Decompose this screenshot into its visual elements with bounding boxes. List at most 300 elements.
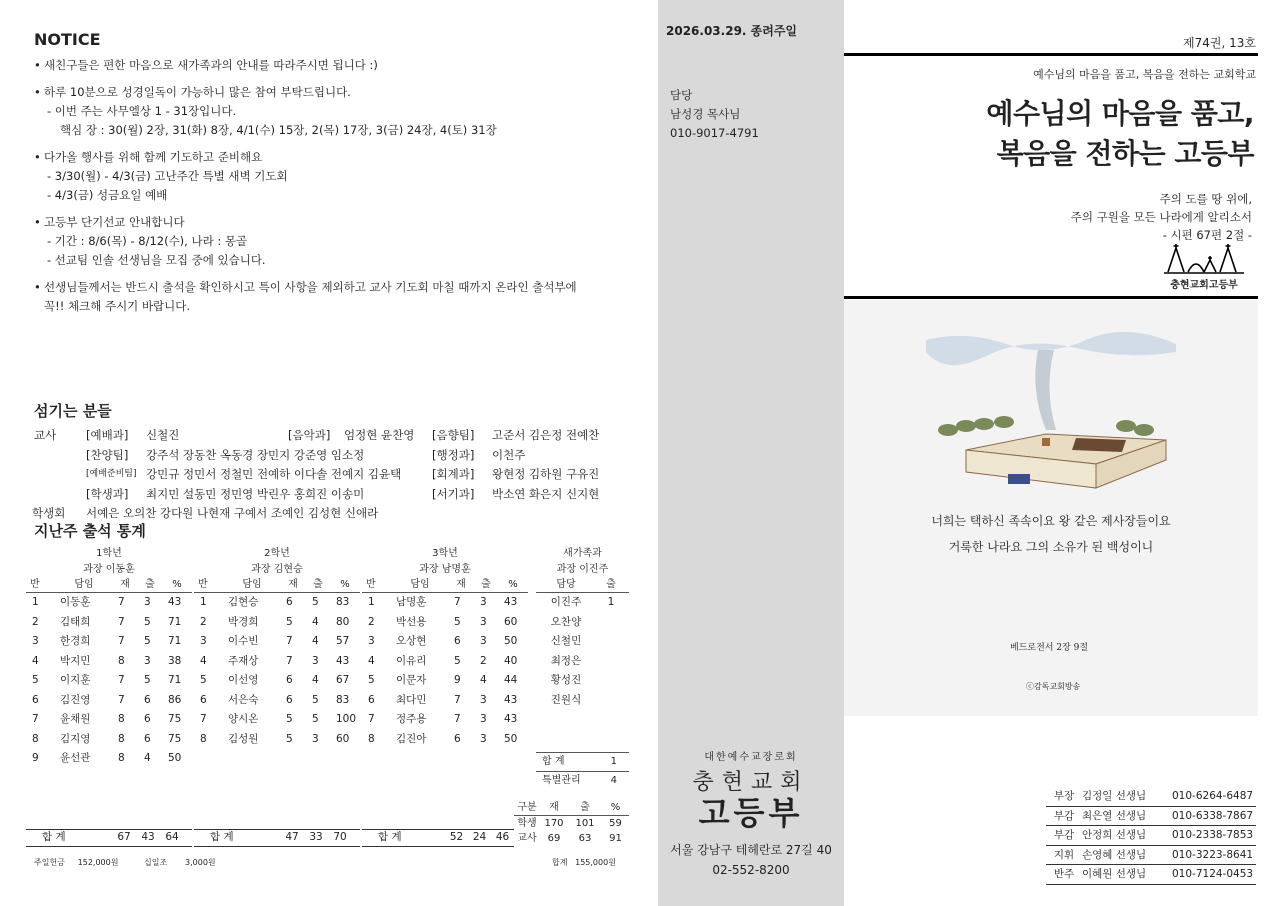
- table-cell: 67: [336, 674, 350, 686]
- staff-table: [1046, 787, 1256, 885]
- table-cell: 4: [144, 752, 151, 764]
- staff-phone: 010-7124-0453: [1172, 868, 1254, 880]
- table-cell: 50: [504, 635, 518, 647]
- church-logo-line3: 고등부: [698, 794, 804, 832]
- total-value: 43: [141, 831, 155, 843]
- table-cell: 8: [32, 732, 39, 745]
- table-cell: 6: [454, 635, 461, 647]
- summary-cell: 101: [575, 818, 595, 829]
- newfamily-header-row: [536, 578, 629, 593]
- column-header: 출: [606, 579, 616, 590]
- table-cell: 6: [286, 674, 293, 686]
- table-row: [362, 671, 528, 691]
- table-cell: 7: [118, 596, 125, 608]
- team-label: [예배준비팀]: [86, 469, 137, 479]
- table-cell: 1: [368, 596, 375, 608]
- table-cell: 4: [312, 674, 319, 686]
- table-cell: 5: [286, 713, 293, 725]
- table-cell: 4: [312, 615, 319, 628]
- church-logo-line2: 충현교회: [692, 770, 810, 795]
- team-members: 고준서 김은정 전예찬: [492, 428, 600, 442]
- table-cell: 6: [144, 693, 151, 706]
- team-members: 이천주: [492, 447, 526, 462]
- table-cell: 황성진: [550, 674, 582, 686]
- attendance-title: 지난주 출석 통계: [34, 522, 146, 540]
- table-row: [362, 613, 528, 633]
- newfamily-name: 새가족과: [563, 548, 602, 559]
- table-cell: 정주용: [396, 713, 427, 725]
- team-label: [찬양팀]: [86, 447, 129, 462]
- total-value: 47: [285, 831, 299, 843]
- grade-header-row: [26, 578, 192, 593]
- team-members: 강주석 장동찬 옥동경 장민지 강준영 임소정: [146, 447, 365, 462]
- table-cell: 6: [144, 713, 151, 725]
- notice-line: 다가올 행사를 위해 함께 기도하고 준비해요: [44, 150, 263, 164]
- notice-line: - 4/3(금) 성금요일 예배: [47, 188, 168, 202]
- table-cell: 8: [368, 732, 375, 745]
- table-cell: 75: [168, 713, 182, 725]
- grade-name: 2학년: [264, 548, 290, 559]
- table-cell: 4: [480, 674, 487, 686]
- summary-cell: 69: [547, 833, 561, 844]
- newfamily-special-value: 4: [610, 775, 617, 786]
- total-value: 46: [495, 831, 510, 843]
- staff-role: 부감: [1053, 809, 1075, 822]
- table-cell: 8: [200, 732, 207, 745]
- offering-tithe-label: 십일조: [144, 858, 168, 867]
- table-cell: 5: [454, 615, 461, 628]
- address-block: [658, 840, 844, 880]
- staff-name: 손영혜 선생님: [1082, 848, 1147, 861]
- art-copyright: ⓒ감독교회방송: [1026, 682, 1081, 691]
- team-members: 최지민 설동민 정민영 박린우 홍희진 이송미: [146, 486, 365, 501]
- table-cell: 5: [454, 654, 461, 667]
- table-cell: 김성원: [228, 732, 259, 745]
- notice-title: NOTICE: [34, 30, 101, 49]
- table-cell: 주재상: [228, 654, 259, 667]
- table-cell: 4: [32, 654, 39, 667]
- headline-line2: 복음을 전하는 고등부: [996, 137, 1254, 170]
- summary-row: [514, 815, 629, 831]
- newfamily-head: 과장 이진주: [556, 564, 609, 575]
- staff-phone: 010-2338-7853: [1172, 829, 1254, 841]
- table-cell: 3: [480, 596, 487, 608]
- table-cell: 100: [336, 713, 357, 725]
- table-row: [194, 632, 360, 652]
- table-row: [26, 730, 192, 750]
- table-cell: 7: [286, 654, 293, 667]
- art-verse-line2: 거룩한 나라요 그의 소유가 된 백성이니: [948, 540, 1154, 554]
- grade-name: 1학년: [96, 548, 122, 559]
- table-cell: 박경희: [228, 615, 259, 628]
- summary-cell: 학생: [517, 818, 537, 829]
- table-cell: 3: [480, 713, 487, 725]
- table-cell: 최다민: [396, 693, 427, 706]
- table-cell: 7: [454, 596, 461, 608]
- staff-role: 부장: [1053, 790, 1075, 802]
- grade-head-teacher: 과장 이동훈: [83, 564, 135, 575]
- grade-head-teacher: 과장 김현승: [251, 564, 303, 575]
- column-header: 담당: [556, 579, 576, 590]
- cover-illustration: [844, 300, 1258, 716]
- table-cell: 이선영: [228, 674, 259, 686]
- table-cell: [596, 613, 626, 633]
- contact-name: 남성경 목사님: [670, 107, 741, 121]
- table-row: [26, 613, 192, 633]
- staff-phone: 010-3223-8641: [1172, 848, 1254, 861]
- bullet-icon: •: [34, 280, 41, 294]
- team-label: [서기과]: [432, 486, 475, 501]
- table-row: [194, 613, 360, 633]
- table-cell: 5: [286, 732, 293, 745]
- bullet-icon: •: [34, 85, 41, 99]
- table-cell: 이수빈: [228, 635, 259, 647]
- notice-item: [34, 213, 644, 270]
- church-phone: 02-552-8200: [712, 863, 790, 877]
- column-header: 재: [120, 579, 130, 590]
- offering-sunday-label: 주일헌금: [34, 858, 65, 867]
- table-cell: 8: [118, 713, 125, 725]
- table-cell: 9: [454, 674, 461, 686]
- table-cell: 7: [286, 635, 293, 647]
- table-cell: 1: [607, 596, 615, 608]
- volume-number: 제74권, 13호: [1183, 36, 1256, 50]
- summary-header-row: [514, 800, 629, 815]
- table-row: [536, 652, 629, 672]
- table-row: [26, 691, 192, 711]
- offering-total-value: 155,000원: [575, 858, 616, 867]
- table-cell: 5: [144, 635, 151, 647]
- table-row: [536, 593, 629, 613]
- table-cell: 김지영: [60, 732, 91, 745]
- notice-item-body: [44, 213, 644, 270]
- table-cell: 7: [368, 713, 375, 725]
- table-row: [194, 671, 360, 691]
- table-cell: 5: [32, 674, 39, 686]
- serving-title: 섬기는 분들: [34, 402, 112, 420]
- art-verse-reference: 베드로전서 2장 9절: [1010, 643, 1089, 653]
- table-cell: 이진주: [550, 596, 582, 608]
- youth-logo-caption: 충현교회고등부: [1170, 280, 1238, 291]
- table-cell: 서은숙: [228, 693, 259, 706]
- notice-item: [34, 83, 644, 140]
- table-cell: 5: [312, 693, 319, 706]
- staff-name: 최은열 선생님: [1082, 809, 1147, 822]
- summary-cell: 91: [609, 833, 622, 844]
- table-cell: 6: [144, 732, 151, 745]
- newfamily-totals: [536, 752, 629, 790]
- table-cell: 5: [144, 674, 151, 686]
- total-value: 64: [165, 831, 179, 843]
- table-cell: 40: [504, 654, 518, 667]
- notice-item: [34, 148, 644, 205]
- table-row: [362, 710, 528, 730]
- table-cell: 3: [144, 596, 151, 608]
- column-header: 담임: [410, 579, 430, 590]
- column-header: 출: [481, 579, 491, 590]
- staff-role: 반주: [1053, 868, 1075, 880]
- table-cell: 43: [168, 596, 182, 608]
- table-cell: [596, 652, 626, 672]
- table-cell: 83: [336, 693, 350, 706]
- table-cell: 5: [144, 615, 151, 628]
- notice-line: - 선교팀 인솔 선생님을 모집 중에 있습니다.: [47, 253, 266, 267]
- table-cell: 8: [118, 732, 125, 745]
- staff-row: [1046, 787, 1256, 807]
- table-cell: 이지훈: [60, 674, 91, 686]
- team-label: [음악과]: [288, 428, 331, 442]
- table-cell: 6: [368, 693, 375, 706]
- table-cell: 3: [144, 654, 151, 667]
- youth-logo: [1164, 242, 1244, 291]
- table-cell: 김태희: [60, 615, 91, 628]
- table-cell: 3: [312, 654, 319, 667]
- bullet-icon: •: [34, 150, 41, 164]
- team-members: 박소연 화은지 신지현: [492, 486, 600, 501]
- total-label: 합 계: [378, 831, 402, 843]
- middle-strip: [658, 0, 844, 906]
- table-cell: 43: [504, 596, 518, 608]
- verse-reference: - 시편 67편 2절 -: [1162, 228, 1252, 242]
- verse-line2: 주의 구원을 모든 나라에게 알리소서: [1070, 210, 1252, 224]
- team-members: 엄정현 윤찬영: [344, 428, 415, 442]
- table-cell: 1: [200, 596, 207, 608]
- table-row: [194, 593, 360, 613]
- notice-item: [34, 278, 644, 316]
- offering-tithe: [144, 857, 216, 868]
- column-header: 재: [549, 802, 559, 813]
- table-cell: 2: [480, 654, 487, 667]
- table-cell: 8: [118, 654, 125, 667]
- summary-cell: 59: [609, 818, 622, 829]
- notice-line: 핵심 장 : 30(월) 2장, 31(화) 8장, 4/1(수) 15장, 2(목) 17장, 3(금) 24장, 4(토) 31장: [60, 123, 497, 137]
- table-cell: 3: [480, 615, 487, 628]
- table-cell: 양시온: [228, 713, 259, 725]
- church-steeple-icon: [1164, 242, 1244, 274]
- table-cell: 신철민: [550, 635, 582, 647]
- summary-cell: 교사: [517, 833, 537, 844]
- staff-row: [1046, 846, 1256, 866]
- staff-row: [1046, 826, 1256, 846]
- table-cell: 윤채원: [60, 713, 91, 725]
- staff-phone: 010-6264-6487: [1172, 790, 1254, 802]
- staff-phone: 010-6338-7867: [1172, 809, 1254, 822]
- total-label: 합 계: [210, 831, 234, 843]
- notice-item-body: [44, 83, 644, 140]
- total-value: 70: [333, 831, 347, 843]
- grade-head-teacher: 과장 남명훈: [419, 564, 471, 575]
- column-header: %: [610, 802, 621, 813]
- table-cell: 이유리: [396, 654, 427, 667]
- table-cell: 3: [480, 693, 487, 706]
- table-cell: 4: [368, 654, 375, 667]
- table-cell: 박지민: [60, 654, 91, 667]
- table-cell: 43: [336, 654, 350, 667]
- total-value: 33: [309, 831, 323, 843]
- grade-total-row: [194, 829, 360, 847]
- table-cell: 7: [118, 615, 125, 628]
- column-header: 반: [198, 579, 208, 590]
- cover-subtitle: 예수님의 마음을 품고, 복음을 전하는 교회학교: [1033, 68, 1256, 81]
- table-cell: 43: [504, 693, 518, 706]
- newfamily-total-row: [536, 752, 629, 771]
- notice-item-body: [44, 278, 644, 316]
- cover-headline: [986, 94, 1254, 174]
- summary-row: [514, 831, 629, 846]
- table-cell: [596, 671, 626, 691]
- table-cell: 7: [118, 674, 125, 686]
- table-cell: 7: [200, 713, 207, 725]
- column-header: %: [340, 579, 350, 590]
- table-row: [26, 632, 192, 652]
- table-cell: 57: [336, 635, 350, 647]
- column-header: 담임: [74, 579, 94, 590]
- headline-line1: 예수님의 마음을 품고,: [986, 97, 1254, 130]
- bullet-icon: •: [34, 58, 41, 72]
- table-cell: 5: [200, 674, 207, 686]
- table-cell: 7: [118, 635, 125, 647]
- summary-cell: 63: [578, 833, 592, 844]
- total-label: 합 계: [42, 831, 66, 843]
- table-cell: 6: [32, 693, 39, 706]
- table-cell: 5: [312, 713, 319, 725]
- table-row: [536, 691, 629, 711]
- team-label: [회계과]: [432, 467, 475, 481]
- team-label: [음향팀]: [432, 428, 475, 442]
- column-header: 반: [366, 579, 376, 590]
- table-cell: 71: [168, 635, 182, 647]
- table-cell: 이문자: [396, 674, 427, 686]
- staff-role: 지휘: [1053, 848, 1075, 861]
- table-cell: 43: [504, 713, 518, 725]
- mid-divider: [844, 296, 1258, 299]
- staff-row: [1046, 807, 1256, 827]
- table-row: [536, 671, 629, 691]
- team-label: [예배과]: [86, 428, 129, 442]
- table-cell: 오찬양: [550, 615, 582, 628]
- staff-row: [1046, 865, 1256, 885]
- table-row: [536, 632, 629, 652]
- table-row: [194, 730, 360, 750]
- table-row: [194, 652, 360, 672]
- church-logo: [688, 748, 814, 830]
- contact-label: 담당: [670, 88, 693, 102]
- column-header: 출: [145, 579, 155, 590]
- grade-table: [26, 546, 192, 769]
- newfamily-special-row: [536, 771, 629, 790]
- table-cell: 7: [454, 713, 461, 725]
- table-row: [362, 652, 528, 672]
- notice-line: - 이번 주는 사무엘상 1 - 31장입니다.: [47, 104, 237, 118]
- table-cell: 71: [168, 615, 182, 628]
- table-cell: 박선용: [396, 615, 427, 628]
- table-cell: 38: [168, 654, 182, 667]
- table-cell: 4: [312, 635, 319, 647]
- grade-table: [362, 546, 528, 749]
- student-label: 학생회: [32, 506, 66, 520]
- column-header: 재: [456, 579, 466, 590]
- table-cell: 3: [480, 732, 487, 745]
- table-cell: 44: [504, 674, 518, 686]
- table-row: [26, 749, 192, 769]
- table-cell: 6: [454, 732, 461, 745]
- notice-item: [34, 56, 644, 75]
- newfamily-total-label: 합 계: [542, 756, 565, 767]
- notice-line: 선생님들께서는 반드시 출석을 확인하시고 특이 사항을 제외하고 교사 기도회 마칠 때까지 온라인 출석부에: [44, 280, 577, 294]
- table-cell: 진원식: [550, 693, 582, 706]
- table-cell: 71: [168, 674, 182, 686]
- cover-panel: [844, 0, 1280, 906]
- table-cell: 2: [368, 615, 375, 628]
- grade-header-row: [194, 578, 360, 593]
- table-cell: 3: [368, 635, 375, 647]
- table-cell: 7: [118, 693, 125, 706]
- table-cell: 2: [32, 615, 39, 628]
- grade-total-row: [26, 829, 192, 847]
- offering-total: [552, 857, 616, 868]
- attendance-summary: [514, 800, 629, 846]
- team-members: 왕현정 김하원 구유진: [492, 467, 600, 481]
- summary-cell: 170: [544, 818, 564, 829]
- table-cell: 6: [200, 693, 207, 706]
- bulletin-date: 2026.03.29. 종려주일: [666, 24, 798, 38]
- top-divider: [844, 53, 1258, 56]
- table-cell: 50: [168, 752, 182, 764]
- table-row: [26, 593, 192, 613]
- church-logo-line1: 대한예수교장로회: [704, 752, 798, 763]
- theme-verse: [1071, 190, 1252, 244]
- table-cell: 5: [312, 596, 319, 608]
- grade-name: 3학년: [432, 548, 458, 559]
- offering-sunday-value: 152,000원: [77, 858, 119, 867]
- grade-header-row: [362, 578, 528, 593]
- notice-line: 고등부 단기선교 안내합니다: [44, 215, 185, 229]
- staff-name: 이혜원 선생님: [1082, 868, 1147, 880]
- team-label: [학생과]: [86, 486, 129, 501]
- table-row: [26, 671, 192, 691]
- team-members: 신철진: [146, 428, 180, 442]
- table-cell: 60: [504, 615, 518, 628]
- table-cell: 7: [32, 713, 39, 725]
- table-row: [362, 730, 528, 750]
- staff-name: 김정일 선생님: [1082, 790, 1147, 802]
- notice-list: [34, 56, 644, 324]
- notice-item-body: [44, 56, 644, 75]
- table-cell: 한경희: [60, 635, 91, 647]
- column-header: 반: [30, 579, 40, 590]
- table-cell: 50: [504, 732, 518, 745]
- table-cell: 2: [200, 615, 207, 628]
- verse-line1: 주의 도를 땅 위에,: [1159, 192, 1252, 206]
- table-row: [26, 710, 192, 730]
- column-header: %: [508, 579, 518, 590]
- table-cell: 5: [368, 674, 375, 686]
- staff-name: 안정희 선생님: [1082, 829, 1147, 841]
- column-header: %: [172, 579, 182, 590]
- table-cell: 김현승: [228, 596, 259, 608]
- table-cell: 4: [200, 654, 207, 667]
- column-header: 출: [580, 802, 590, 813]
- teacher-label: 교사: [34, 428, 57, 442]
- table-cell: 60: [336, 732, 350, 745]
- grade-total-row: [362, 829, 514, 847]
- table-cell: 3: [200, 635, 207, 647]
- offering-total-label: 합계: [552, 858, 568, 867]
- offering-sunday: [34, 857, 118, 868]
- notice-item-body: [44, 148, 644, 205]
- table-cell: 80: [336, 615, 350, 628]
- student-members: 서예은 오의찬 강다원 나현재 구예서 조예인 김성현 신애라: [86, 506, 379, 520]
